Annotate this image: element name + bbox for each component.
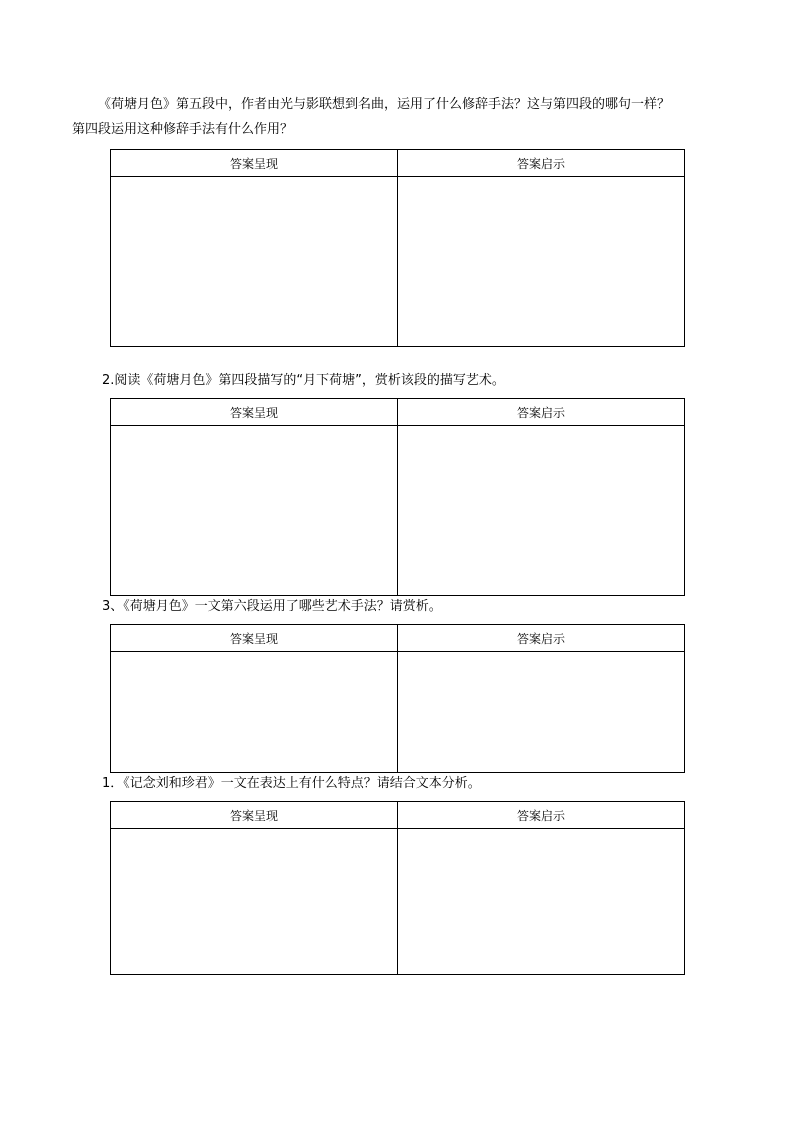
answer-insight-cell[interactable] (398, 426, 685, 596)
table-header-row (111, 802, 685, 829)
answer-insight-cell[interactable] (398, 829, 685, 975)
question-1-line-1: 《荷塘月色》第五段中，作者由光与影联想到名曲，运用了什么修辞手法？这与第四段的哪句一样？ (98, 97, 671, 112)
table-row (111, 829, 685, 975)
header-answer-insight: 答案启示 (398, 802, 685, 829)
question-1-text (72, 92, 732, 142)
table-row (111, 652, 685, 773)
question-4-text: 1．《记念刘和珍君》一文在表达上有什么特点？请结合文本分析。 (102, 776, 481, 791)
answer-presentation-cell[interactable] (111, 426, 398, 596)
answer-table-4 (110, 801, 685, 975)
table-header-row (111, 399, 685, 426)
question-2-text: 2.阅读《荷塘月色》第四段描写的“月下荷塘”，赏析该段的描写艺术。 (102, 373, 505, 388)
table-header-row (111, 625, 685, 652)
answer-presentation-cell[interactable] (111, 652, 398, 773)
header-answer-insight: 答案启示 (398, 150, 685, 177)
header-answer-presentation: 答案呈现 (111, 802, 398, 829)
answer-presentation-cell[interactable] (111, 829, 398, 975)
table-header-row (111, 150, 685, 177)
header-answer-presentation: 答案呈现 (111, 625, 398, 652)
answer-presentation-cell[interactable] (111, 177, 398, 347)
header-answer-presentation: 答案呈现 (111, 150, 398, 177)
header-answer-insight: 答案启示 (398, 399, 685, 426)
header-answer-insight: 答案启示 (398, 625, 685, 652)
question-3-text: 3、《荷塘月色》一文第六段运用了哪些艺术手法？请赏析。 (102, 599, 442, 614)
answer-insight-cell[interactable] (398, 652, 685, 773)
header-answer-presentation: 答案呈现 (111, 399, 398, 426)
table-row (111, 426, 685, 596)
answer-table-3 (110, 624, 685, 773)
answer-insight-cell[interactable] (398, 177, 685, 347)
table-row (111, 177, 685, 347)
answer-table-1 (110, 149, 685, 347)
question-1-line-2: 第四段运用这种修辞手法有什么作用？ (72, 122, 294, 137)
answer-table-2 (110, 398, 685, 596)
